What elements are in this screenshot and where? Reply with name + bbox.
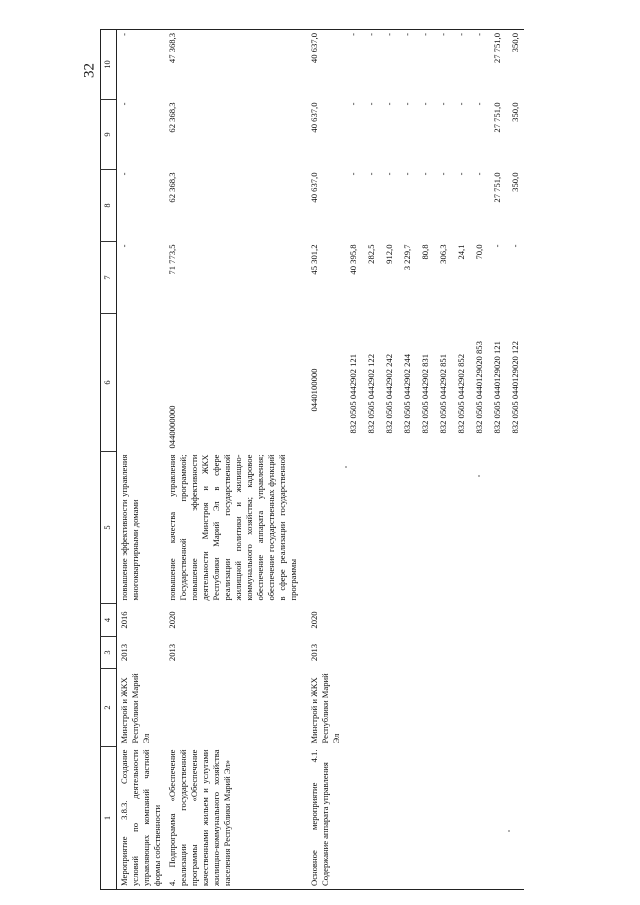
column-header-8: 8 bbox=[101, 170, 117, 242]
expected-result: повышение эффективности управления многоквартирными домами bbox=[118, 454, 140, 601]
column-header-4: 4 bbox=[101, 604, 117, 637]
activity-name: Мероприятие 3.8.3. Создание условий по деятельности управляющих компаний частной формы собственности bbox=[116, 747, 165, 890]
amount-col-7: 24,1 bbox=[455, 244, 466, 260]
end-year: 2020 bbox=[308, 611, 319, 629]
amount-col-10: - bbox=[452, 30, 470, 100]
amount-col-7: - bbox=[509, 244, 520, 248]
amount-col-7: 306,3 bbox=[437, 244, 448, 264]
budget-code: 0440000000 bbox=[166, 405, 177, 449]
budget-code bbox=[116, 314, 165, 452]
amount-col-8: - bbox=[347, 172, 358, 176]
column-header-1: 1 bbox=[101, 747, 117, 890]
amount-col-8: - bbox=[419, 172, 430, 176]
table-row bbox=[116, 30, 165, 890]
amount-col-7: 70,0 bbox=[473, 244, 484, 260]
executor: Минстрой и ЖКХ Республики Марий Эл bbox=[308, 673, 341, 744]
column-number-row bbox=[101, 30, 117, 890]
amount-col-9: - bbox=[473, 102, 484, 106]
amount-col-9: - bbox=[437, 102, 448, 106]
amount-col-9: 62 368,3 bbox=[166, 102, 177, 133]
amount-col-10: - bbox=[344, 30, 362, 100]
column-header-2: 2 bbox=[101, 669, 117, 747]
amount-col-7: 80,8 bbox=[419, 244, 430, 260]
amount-col-8: 350,0 bbox=[509, 172, 520, 192]
amount-col-10: - bbox=[362, 30, 380, 100]
column-header-9: 9 bbox=[101, 100, 117, 170]
expected-result: повышение качества управления Государственной программой; повышение эффективности деятельности Минстроя и ЖКХ Республики Марий Эл в сфере реализации государственной жилищной политики и жилищно-коммунального хозяйства; кадровое обеспечение аппарата управления; обеспечение государственных функций в сфере реализации государственной программы bbox=[166, 454, 298, 601]
amount-col-9: - bbox=[118, 102, 129, 106]
start-year: 2013 bbox=[166, 643, 177, 662]
amount-col-10: 27 751,0 bbox=[488, 30, 506, 100]
amount-col-9: - bbox=[347, 102, 358, 106]
amount-col-7: 40 395,8 bbox=[347, 244, 358, 275]
amount-col-8: - bbox=[437, 172, 448, 176]
executor bbox=[165, 669, 301, 747]
start-year: 2013 bbox=[118, 643, 129, 662]
budget-classification-code: 832 0505 0440129020 853 bbox=[473, 341, 484, 434]
amount-col-8: - bbox=[455, 172, 466, 176]
scan-speck bbox=[345, 466, 347, 468]
amount-col-10: 350,0 bbox=[506, 30, 524, 100]
amount-col-10: - bbox=[416, 30, 434, 100]
amount-col-8: - bbox=[401, 172, 412, 176]
amount-col-8: - bbox=[118, 172, 129, 176]
amount-col-8: 62 368,3 bbox=[166, 172, 177, 203]
amount-col-9: 40 637,0 bbox=[308, 102, 319, 133]
budget-classification-code: 832 0505 0440129020 121 bbox=[491, 341, 502, 434]
budget-sub-row bbox=[452, 30, 470, 890]
amount-col-7: - bbox=[118, 244, 129, 248]
column-header-3: 3 bbox=[101, 637, 117, 669]
budget-sub-row bbox=[362, 30, 380, 890]
column-header-10: 10 bbox=[101, 30, 117, 100]
budget-classification-code: 832 0505 0442902 852 bbox=[455, 354, 466, 434]
amount-col-7: 71 773,5 bbox=[166, 244, 177, 275]
rotated-table-container bbox=[100, 30, 620, 890]
table-row bbox=[165, 30, 301, 890]
amount-col-9: - bbox=[383, 102, 394, 106]
amount-col-10: - bbox=[398, 30, 416, 100]
amount-col-10: 40 637,0 bbox=[301, 30, 344, 100]
amount-col-9: 27 751,0 bbox=[491, 102, 502, 133]
amount-col-8: - bbox=[383, 172, 394, 176]
amount-col-7: 3 229,7 bbox=[401, 244, 412, 271]
start-year: 2013 bbox=[308, 643, 319, 662]
scan-speck bbox=[508, 830, 510, 832]
table-row bbox=[301, 30, 344, 890]
budget-sub-row bbox=[488, 30, 506, 890]
budget-classification-code: 832 0505 0442902 831 bbox=[419, 354, 430, 434]
end-year: 2020 bbox=[166, 611, 177, 629]
amount-col-8: - bbox=[365, 172, 376, 176]
amount-col-9: - bbox=[455, 102, 466, 106]
amount-col-10: - bbox=[470, 30, 488, 100]
budget-sub-row bbox=[506, 30, 524, 890]
amount-col-10: - bbox=[116, 30, 165, 100]
amount-col-9: - bbox=[419, 102, 430, 106]
amount-col-7: 45 301,2 bbox=[308, 244, 319, 275]
column-header-7: 7 bbox=[101, 242, 117, 314]
program-table bbox=[100, 29, 524, 890]
amount-col-9: - bbox=[401, 102, 412, 106]
budget-sub-row bbox=[470, 30, 488, 890]
budget-classification-code: 832 0505 0442902 244 bbox=[401, 354, 412, 434]
executor: Минстрой и ЖКХ Республики Марий Эл bbox=[118, 673, 151, 744]
amount-col-7: - bbox=[491, 244, 502, 248]
amount-col-8: - bbox=[473, 172, 484, 176]
page-number: 32 bbox=[81, 63, 98, 78]
column-header-5: 5 bbox=[101, 452, 117, 604]
amount-col-7: 282,5 bbox=[365, 244, 376, 264]
budget-sub-row bbox=[344, 30, 362, 890]
budget-code: 0440100000 bbox=[308, 368, 319, 412]
budget-classification-code: 832 0505 0442902 851 bbox=[437, 354, 448, 434]
budget-classification-code: 832 0505 0442902 121 bbox=[347, 354, 358, 434]
amount-col-8: 27 751,0 bbox=[491, 172, 502, 203]
amount-col-10: - bbox=[380, 30, 398, 100]
budget-sub-row bbox=[416, 30, 434, 890]
amount-col-9: - bbox=[365, 102, 376, 106]
budget-classification-code: 832 0505 0442902 242 bbox=[383, 354, 394, 434]
budget-sub-row bbox=[380, 30, 398, 890]
budget-classification-code: 832 0505 0442902 122 bbox=[365, 354, 376, 434]
amount-col-8: 40 637,0 bbox=[308, 172, 319, 203]
amount-col-10: - bbox=[434, 30, 452, 100]
amount-col-10: 47 368,3 bbox=[165, 30, 301, 100]
end-year: 2016 bbox=[118, 611, 129, 629]
column-header-6: 6 bbox=[101, 314, 117, 452]
activity-name: Основное мероприятие 4.1. Содержание аппарата управления bbox=[301, 747, 344, 890]
scan-speck bbox=[478, 475, 480, 477]
budget-classification-code: 832 0505 0440129020 122 bbox=[509, 341, 520, 434]
activity-name: 4. Подпрограмма «Обеспечение реализации государственной программы «Обеспечение качественными жильем и услугами жилищно-коммунального хозяйства населения Республики Марий Эл» bbox=[165, 747, 301, 890]
amount-col-9: 350,0 bbox=[509, 102, 520, 122]
amount-col-7: 912,0 bbox=[383, 244, 394, 264]
budget-sub-row bbox=[434, 30, 452, 890]
budget-sub-row bbox=[398, 30, 416, 890]
expected-result bbox=[301, 452, 344, 604]
